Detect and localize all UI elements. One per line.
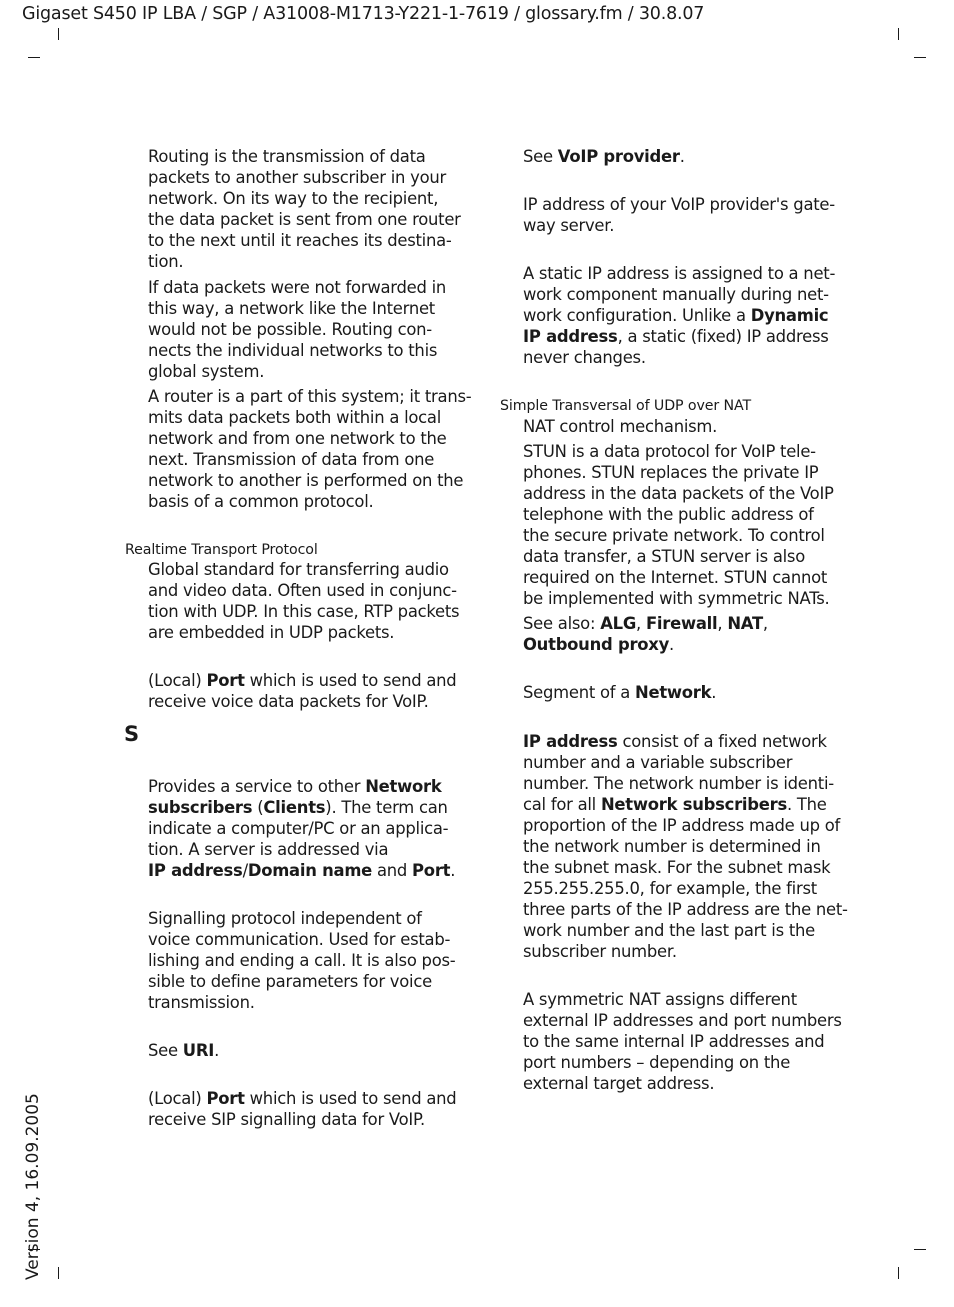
crop-mark [914,1249,926,1250]
term-rtp: Realtime Transport Protocol [125,542,318,558]
static-ip-definition: A static IP address is assigned to a net- work component manually during net- work configuration. Unlike a Dynamic IP address, a static (fixed) IP address never changes. [523,264,836,367]
stun-see-also: See also: ALG, Firewall, NAT, Outbound proxy. [523,614,768,654]
sip-definition: Signalling protocol independent of voice communication. Used for estab- lishing and ending a call. It is also pos- sible to define parameters for voice transmission. [148,909,456,1012]
crop-mark [898,1267,899,1279]
server-definition: Provides a service to other Network subscribers (Clients). The term can indicate a computer/PC or an applica- tion. A server is addressed via IP address/Domain name and Port. [148,777,456,880]
crop-mark [58,1267,59,1279]
sip-provider-definition: See VoIP provider. [523,147,685,166]
symmetric-nat-definition: A symmetric NAT assigns different external IP addresses and port numbers to the same internal IP addresses and port numbers – depending on the external target address. [523,990,842,1093]
version-label: Version 4, 16.09.2005 [23,1093,43,1280]
section-letter: S [124,722,140,746]
rtp-port-definition: (Local) Port which is used to send and receive voice data packets for VoIP. [148,671,457,711]
sip-address-definition: See URI. [148,1041,220,1060]
routing-paragraph-2: If data packets were not forwarded in this way, a network like the Internet would not be possible. Routing con- nects the individual networks to this global system. [148,278,447,381]
term-stun: Simple Transversal of UDP over NAT [500,398,752,414]
sip-server-definition: IP address of your VoIP provider's gate- way server. [523,195,835,235]
running-head: Gigaset S450 IP LBA / SGP / A31008-M1713-Y221-1-7619 / glossary.fm / 30.8.07 [22,4,705,24]
routing-paragraph-3: A router is a part of this system; it trans- mits data packets both within a local network and from one network to the next. Transmission of data from one network to another is performed on the basis of a common protocol. [148,387,472,511]
stun-short-definition: NAT control mechanism. [523,417,718,436]
subnet-mask-definition: IP address consist of a fixed network number and a variable subscriber number. The network number is identi- cal for all Network subscribers. The proportion of the IP address made up of the network number is determined in the subnet mask. For the subnet mask 255.255.255.0, for example, the first three parts of the IP address are the net- work number and the last part is the subscriber number. [523,732,848,961]
crop-mark [58,28,59,40]
rtp-definition: Global standard for transferring audio and video data. Often used in conjunc- tion with UDP. In this case, RTP packets are embedded in UDP packets. [148,560,460,642]
routing-paragraph-1: Routing is the transmission of data packets to another subscriber in your network. On its way to the recipient, the data packet is sent from one router to the next until it reaches its destina- tion. [148,147,461,271]
crop-mark [914,57,926,58]
crop-mark [898,28,899,40]
sip-port-definition: (Local) Port which is used to send and receive SIP signalling data for VoIP. [148,1089,457,1129]
subnet-definition: Segment of a Network. [523,683,717,702]
stun-definition: STUN is a data protocol for VoIP tele- phones. STUN replaces the private IP address in the data packets of the VoIP telephone with the public address of the secure private network. To control data transfer, a STUN server is also required on the Internet. STUN cannot be implemented with symmetric NATs. [523,442,834,608]
crop-mark [28,57,40,58]
